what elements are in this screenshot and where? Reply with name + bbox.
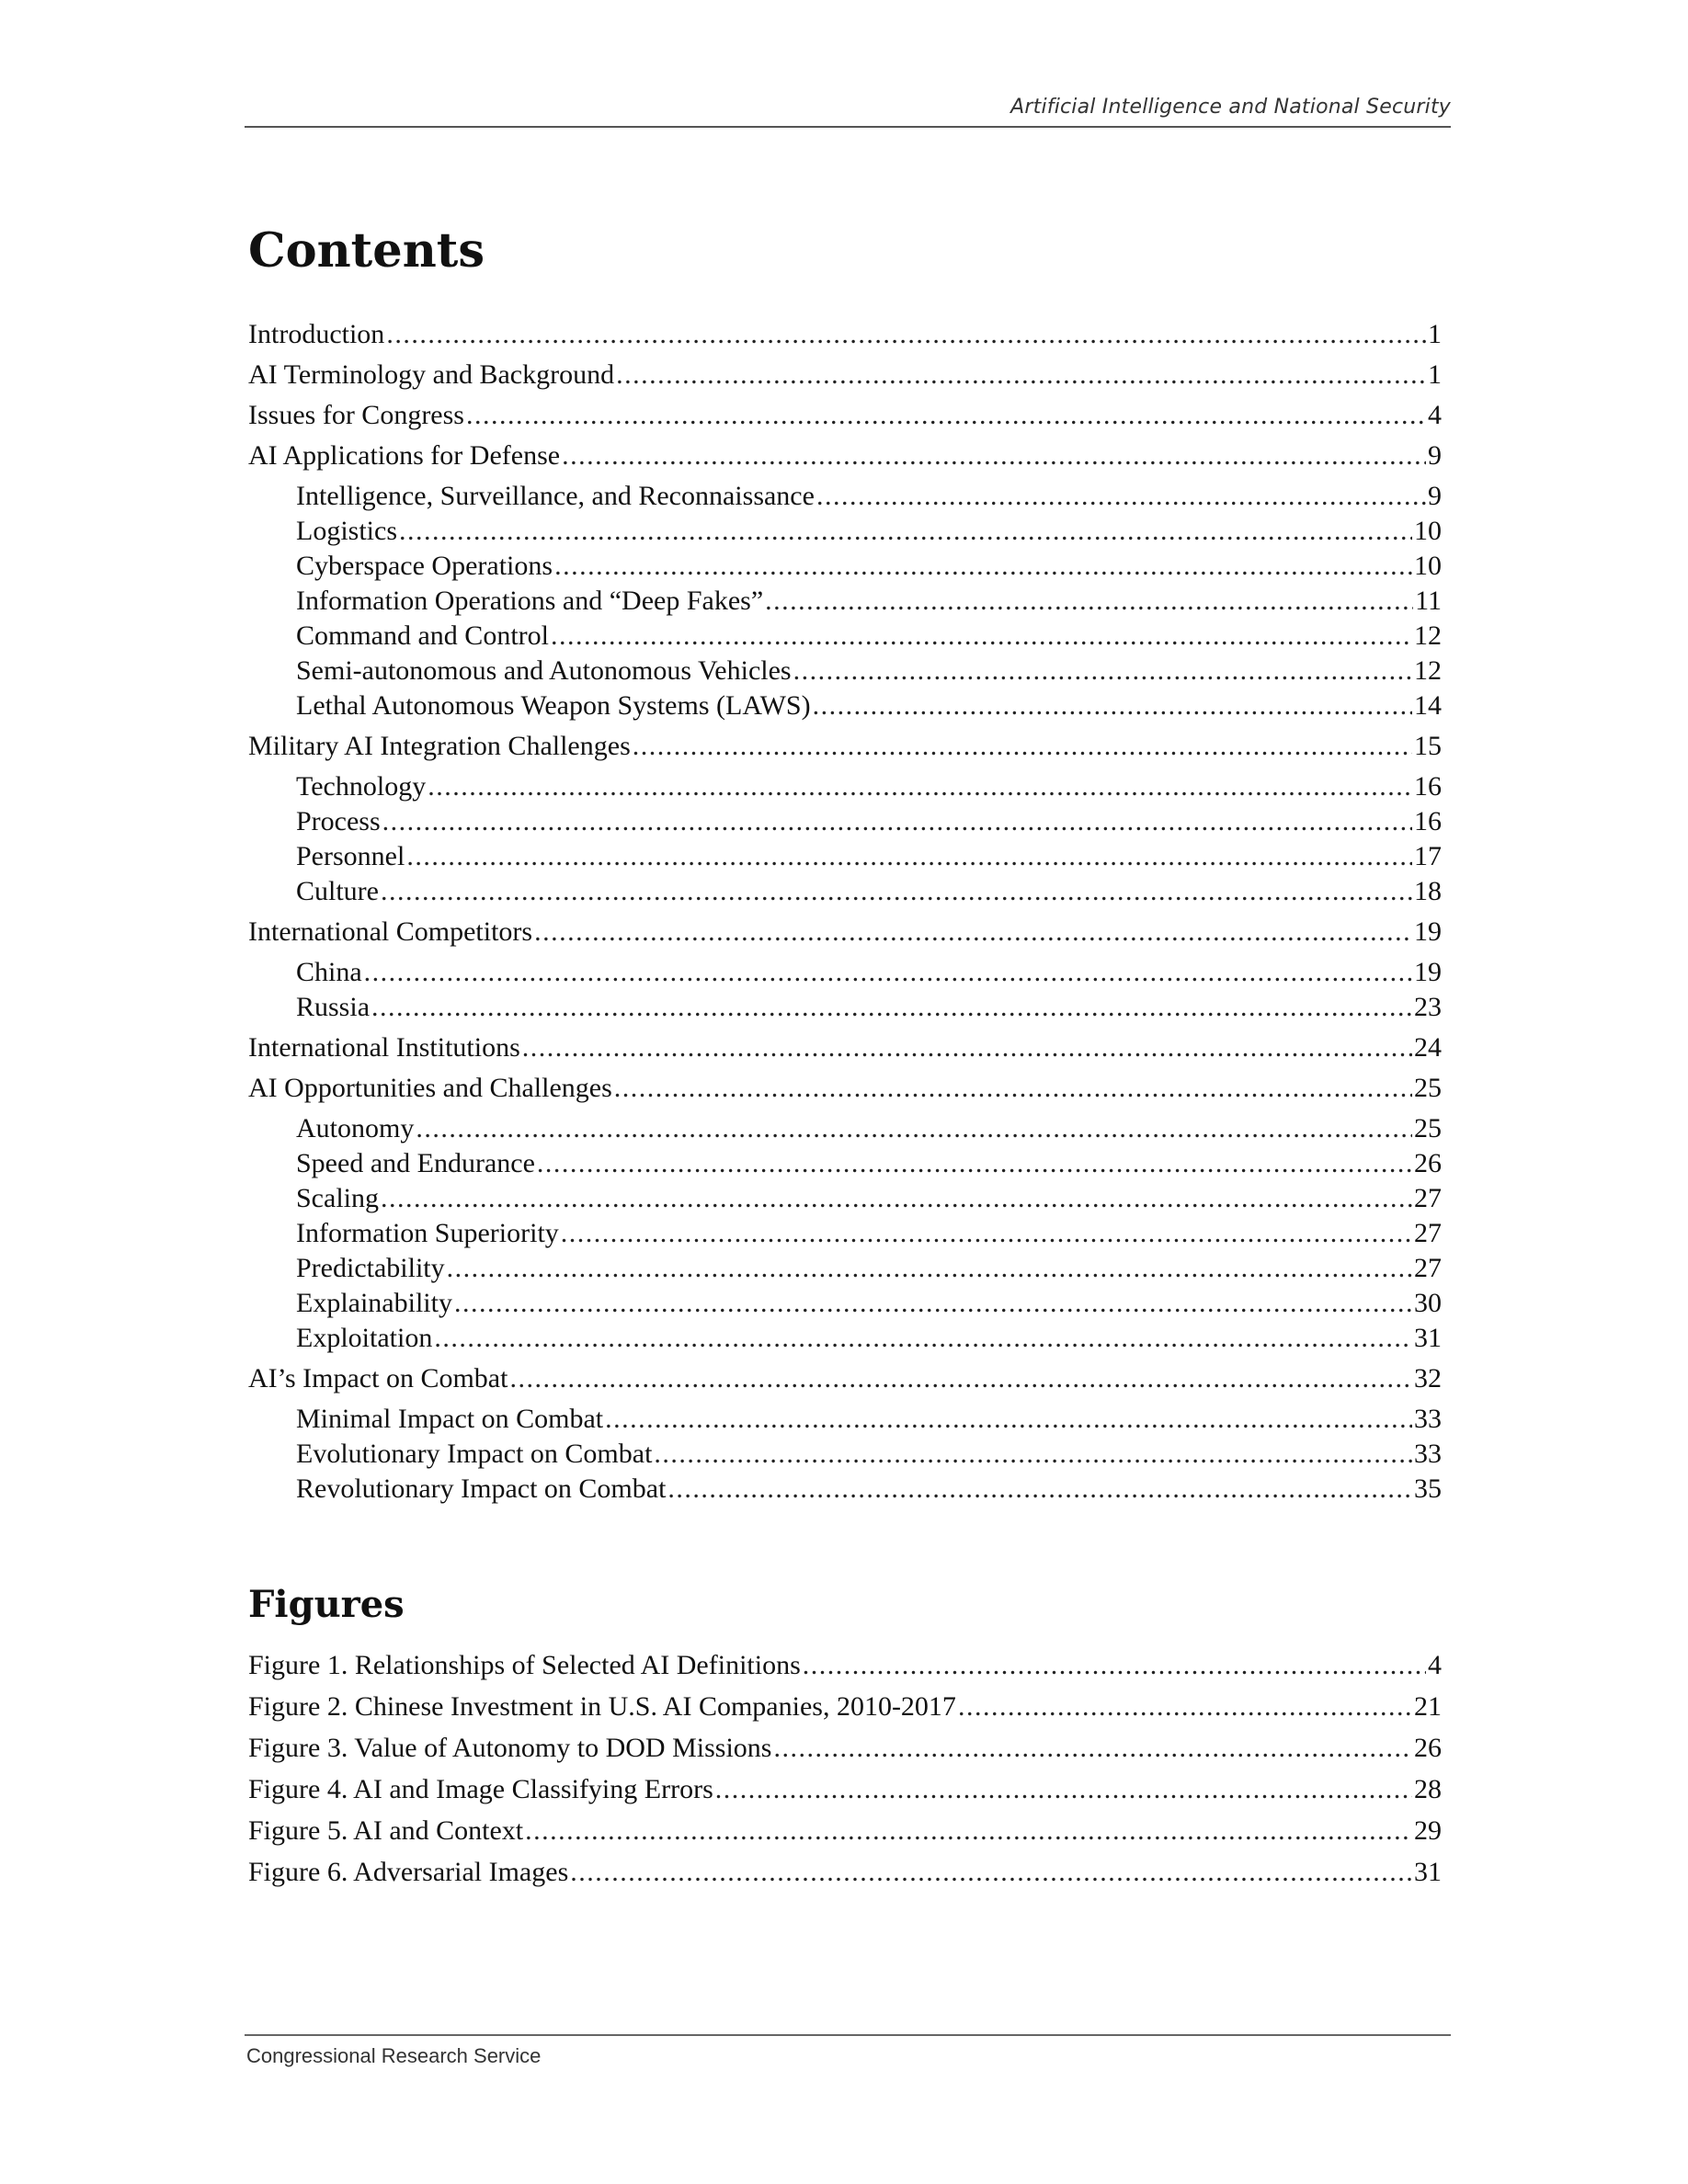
figure-entry[interactable] [248, 1814, 1442, 1848]
toc-entry-page: 10 [1414, 551, 1442, 581]
figure-entry[interactable] [248, 1732, 1442, 1765]
dot-leader [614, 1072, 1412, 1105]
toc-entry[interactable] [248, 1217, 1442, 1250]
toc-entry[interactable] [248, 1147, 1442, 1180]
toc-entry-page: 32 [1414, 1363, 1442, 1393]
dot-leader [605, 1403, 1412, 1436]
dot-leader [364, 956, 1412, 989]
dot-leader [406, 840, 1412, 873]
toc-entry-title: Minimal Impact on Combat [296, 1404, 604, 1434]
figure-entry-title: Figure 3. Value of Autonomy to DOD Missions [248, 1733, 772, 1763]
dot-leader [466, 399, 1426, 432]
toc-entry-title: AI Applications for Defense [248, 440, 561, 471]
toc-entry-page: 27 [1414, 1218, 1442, 1248]
dot-leader [399, 515, 1412, 548]
toc-entry-page: 24 [1414, 1032, 1442, 1063]
toc-entry-title: Issues for Congress [248, 400, 464, 430]
toc-entry-page: 16 [1414, 771, 1442, 802]
toc-entry-title: China [296, 957, 362, 987]
toc-entry-title: Speed and Endurance [296, 1148, 535, 1178]
dot-leader [715, 1773, 1412, 1806]
dot-leader [382, 805, 1412, 838]
dot-leader [551, 620, 1412, 653]
figure-entry[interactable] [248, 1773, 1442, 1806]
toc-entry-title: Scaling [296, 1183, 379, 1213]
toc-entry-title: Cyberspace Operations [296, 551, 553, 581]
figure-entry-page: 26 [1414, 1733, 1442, 1763]
toc-entry[interactable] [248, 1322, 1442, 1355]
toc-entry[interactable] [248, 730, 1442, 763]
toc-entry-page: 19 [1414, 916, 1442, 947]
toc-entry-page: 33 [1414, 1439, 1442, 1469]
toc-entry-title: Lethal Autonomous Weapon Systems (LAWS) [296, 690, 811, 721]
toc-entry[interactable] [248, 1182, 1442, 1215]
dot-leader [371, 991, 1412, 1024]
toc-entry-page: 4 [1428, 400, 1442, 430]
toc-entry-title: Autonomy [296, 1113, 415, 1143]
toc-entry[interactable] [248, 654, 1442, 688]
dot-leader [416, 1112, 1412, 1145]
toc-entry-page: 18 [1414, 876, 1442, 906]
toc-entry[interactable] [248, 1112, 1442, 1145]
toc-entry-page: 12 [1414, 655, 1442, 686]
toc-entry[interactable] [248, 956, 1442, 989]
toc-entry-page: 23 [1414, 992, 1442, 1022]
dot-leader [386, 318, 1426, 351]
toc-entry-page: 35 [1414, 1473, 1442, 1504]
toc-entry[interactable] [248, 550, 1442, 583]
toc-entry-title: Russia [296, 992, 371, 1022]
dot-leader [793, 654, 1412, 688]
dot-leader [816, 480, 1426, 513]
toc-entry[interactable] [248, 318, 1442, 351]
dot-leader [958, 1690, 1412, 1723]
toc-entry[interactable] [248, 1072, 1442, 1105]
toc-entry-page: 15 [1414, 731, 1442, 761]
figure-entry[interactable] [248, 1856, 1442, 1889]
toc-entry-page: 27 [1414, 1183, 1442, 1213]
header-divider [245, 126, 1451, 128]
toc-entry[interactable] [248, 399, 1442, 432]
toc-entry-page: 9 [1428, 440, 1442, 471]
dot-leader [509, 1362, 1412, 1395]
toc-entry[interactable] [248, 875, 1442, 908]
figure-entry-page: 4 [1428, 1650, 1442, 1680]
dot-leader [522, 1031, 1412, 1064]
toc-entry-title: Explainability [296, 1288, 452, 1318]
toc-entry[interactable] [248, 1252, 1442, 1285]
toc-entry[interactable] [248, 916, 1442, 949]
dot-leader [428, 770, 1412, 803]
figure-entry[interactable] [248, 1649, 1442, 1682]
toc-entry-page: 1 [1428, 319, 1442, 349]
dot-leader [561, 1217, 1412, 1250]
toc-entry[interactable] [248, 689, 1442, 722]
toc-entry-title: Revolutionary Impact on Combat [296, 1473, 667, 1504]
toc-entry[interactable] [248, 991, 1442, 1024]
toc-entry-title: Intelligence, Surveillance, and Reconnaissance [296, 481, 815, 511]
dot-leader [434, 1322, 1412, 1355]
toc-entry-title: Introduction [248, 319, 385, 349]
toc-entry-page: 25 [1414, 1113, 1442, 1143]
toc-entry-page: 12 [1414, 620, 1442, 651]
toc-entry[interactable] [248, 770, 1442, 803]
toc-entry-page: 27 [1414, 1253, 1442, 1283]
toc-entry[interactable] [248, 1473, 1442, 1506]
toc-entry-title: International Competitors [248, 916, 533, 947]
dot-leader [562, 439, 1426, 472]
figure-entry-page: 28 [1414, 1774, 1442, 1804]
contents-heading: Contents [248, 223, 485, 279]
dot-leader [381, 875, 1412, 908]
toc-entry-title: Exploitation [296, 1323, 433, 1353]
dot-leader [654, 1438, 1412, 1471]
dot-leader [616, 358, 1426, 392]
figure-entry-page: 21 [1414, 1691, 1442, 1722]
dot-leader [570, 1856, 1412, 1889]
toc-entry-title: Command and Control [296, 620, 549, 651]
toc-entry-title: AI Opportunities and Challenges [248, 1073, 612, 1103]
toc-entry[interactable] [248, 805, 1442, 838]
figure-entry-title: Figure 5. AI and Context [248, 1815, 524, 1846]
dot-leader [765, 585, 1413, 618]
dot-leader [633, 730, 1412, 763]
toc-entry-title: Technology [296, 771, 427, 802]
toc-entry[interactable] [248, 585, 1442, 618]
toc-entry-title: Culture [296, 876, 379, 906]
figure-entry-title: Figure 1. Relationships of Selected AI Definitions [248, 1650, 801, 1680]
dot-leader [537, 1147, 1412, 1180]
figure-entry[interactable] [248, 1690, 1442, 1723]
toc-entry-page: 25 [1414, 1073, 1442, 1103]
dot-leader [667, 1473, 1412, 1506]
toc-entry-title: AI’s Impact on Combat [248, 1363, 508, 1393]
toc-entry-title: Personnel [296, 841, 405, 871]
contents-list [248, 318, 1442, 1506]
toc-entry-page: 9 [1428, 481, 1442, 511]
toc-entry[interactable] [248, 515, 1442, 548]
toc-entry-title: AI Terminology and Background [248, 359, 615, 390]
toc-entry[interactable] [248, 1438, 1442, 1471]
toc-entry-title: Process [296, 806, 381, 836]
toc-entry-page: 31 [1414, 1323, 1442, 1353]
figure-entry-page: 29 [1414, 1815, 1442, 1846]
toc-entry-page: 16 [1414, 806, 1442, 836]
dot-leader [554, 550, 1412, 583]
footer-text: Congressional Research Service [246, 2044, 542, 2067]
figure-entry-title: Figure 6. Adversarial Images [248, 1857, 569, 1887]
toc-entry-title: Evolutionary Impact on Combat [296, 1439, 653, 1469]
toc-entry[interactable] [248, 840, 1442, 873]
dot-leader [525, 1814, 1412, 1848]
toc-entry[interactable] [248, 1362, 1442, 1395]
toc-entry-page: 10 [1414, 516, 1442, 546]
dot-leader [534, 916, 1412, 949]
toc-entry[interactable] [248, 620, 1442, 653]
toc-entry-page: 33 [1414, 1404, 1442, 1434]
toc-entry[interactable] [248, 1403, 1442, 1436]
toc-entry-title: Military AI Integration Challenges [248, 731, 631, 761]
figure-entry-title: Figure 4. AI and Image Classifying Errors [248, 1774, 713, 1804]
toc-entry[interactable] [248, 480, 1442, 513]
toc-entry-title: Information Superiority [296, 1218, 559, 1248]
toc-entry-title: Logistics [296, 516, 397, 546]
toc-entry[interactable] [248, 358, 1442, 392]
dot-leader [381, 1182, 1412, 1215]
toc-entry[interactable] [248, 1287, 1442, 1320]
toc-entry-page: 17 [1414, 841, 1442, 871]
footer-divider [245, 2034, 1451, 2036]
dot-leader [773, 1732, 1412, 1765]
toc-entry-page: 19 [1414, 957, 1442, 987]
toc-entry-page: 14 [1414, 690, 1442, 721]
toc-entry[interactable] [248, 439, 1442, 472]
figures-heading: Figures [248, 1583, 405, 1626]
toc-entry-page: 26 [1414, 1148, 1442, 1178]
toc-entry-page: 1 [1428, 359, 1442, 390]
toc-entry-page: 30 [1414, 1288, 1442, 1318]
dot-leader [813, 689, 1412, 722]
toc-entry[interactable] [248, 1031, 1442, 1064]
toc-entry-title: International Institutions [248, 1032, 520, 1063]
toc-entry-title: Predictability [296, 1253, 445, 1283]
toc-entry-page: 11 [1415, 586, 1442, 616]
toc-entry-title: Information Operations and “Deep Fakes” [296, 586, 764, 616]
toc-entry-title: Semi-autonomous and Autonomous Vehicles [296, 655, 792, 686]
dot-leader [803, 1649, 1426, 1682]
dot-leader [447, 1252, 1412, 1285]
figure-entry-title: Figure 2. Chinese Investment in U.S. AI Companies, 2010-2017 [248, 1691, 956, 1722]
figure-entry-page: 31 [1414, 1857, 1442, 1887]
figures-list [248, 1649, 1442, 1889]
running-header-title: Artificial Intelligence and National Security [1010, 96, 1451, 119]
dot-leader [454, 1287, 1412, 1320]
